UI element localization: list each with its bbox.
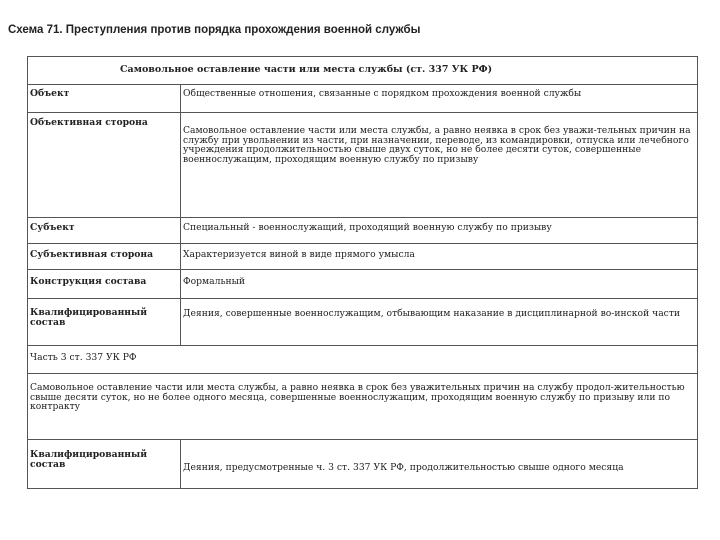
table-header: Самовольное оставление части или места службы (ст. 337 УК РФ) — [120, 64, 493, 75]
row-divider — [28, 298, 697, 299]
crime-table — [27, 56, 698, 489]
row-label-subject: Субъект — [30, 222, 75, 233]
last-row-label: Квалифицированный состав — [30, 449, 148, 470]
row-divider — [28, 112, 697, 113]
part3-text: Самовольное оставление части или места службы, а равно неявка в срок без уважительных причин на службу продол-жительностью свыше десяти суток, но не более одного месяца, совершенные военнослужащим, проходящим военную службу по призыву или по контракту — [30, 382, 685, 413]
row-label-qualified: Квалифицированный состав — [30, 307, 148, 328]
part3-heading: Часть 3 ст. 337 УК РФ — [30, 352, 137, 363]
row-value-construction: Формальный — [183, 276, 246, 287]
column-divider — [180, 439, 181, 489]
row-value-qualified: Деяния, совершенные военнослужащим, отбывающим наказание в дисциплинарной во-инской части — [183, 308, 681, 319]
row-divider — [28, 217, 697, 218]
row-label-construction: Конструкция состава — [30, 276, 147, 287]
row-value-subjective-side: Характеризуется виной в виде прямого умысла — [183, 249, 415, 260]
column-divider — [180, 84, 181, 345]
row-value-objective-side: Самовольное оставление части или места службы, а равно неявка в срок без уважи-тельных причин на службу при увольнении из части, при назначении, переводе, из командировки, отпуска или лечебного учреждения продолжительностью свыше двух суток, но не более десяти суток, совершенные военнослужащим, проходящим военную службу по призыву — [183, 125, 691, 165]
row-value-subject: Специальный - военнослужащий, проходящий военную службу по призыву — [183, 222, 552, 233]
row-label-subjective-side: Субъективная сторона — [30, 249, 154, 260]
row-label-object: Объект — [30, 88, 70, 99]
row-divider — [28, 373, 697, 374]
row-divider — [28, 243, 697, 244]
row-divider — [28, 269, 697, 270]
last-row-value: Деяния, предусмотренные ч. 3 ст. 337 УК РФ, продолжительностью свыше одного месяца — [183, 462, 624, 473]
page-title: Схема 71. Преступления против порядка прохождения военной службы — [8, 24, 421, 36]
row-divider — [28, 84, 697, 85]
row-label-objective-side: Объективная сторона — [30, 117, 148, 128]
row-divider — [28, 439, 697, 440]
row-divider — [28, 345, 697, 346]
row-value-object: Общественные отношения, связанные с порядком прохождения военной службы — [183, 88, 582, 99]
